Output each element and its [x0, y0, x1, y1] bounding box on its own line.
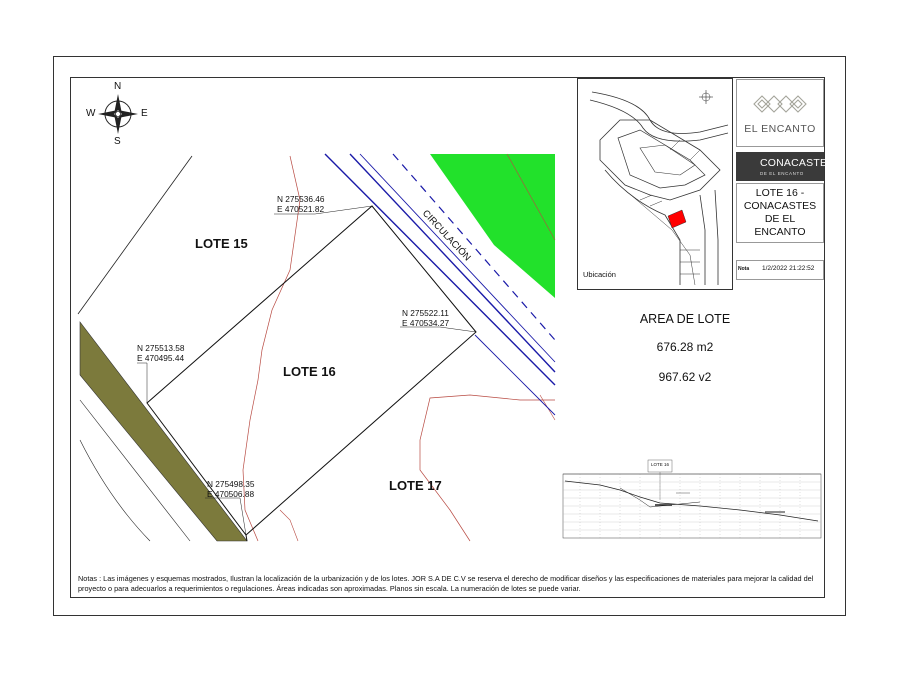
- date-text: 1/2/2022 21:22:52: [762, 265, 815, 272]
- lot-title-line: CONACASTES: [743, 200, 817, 212]
- lot-title-line: DE EL: [764, 213, 796, 225]
- area-title: AREA DE LOTE: [639, 312, 731, 326]
- lot-title: [736, 187, 824, 239]
- compass-rose: [98, 94, 138, 134]
- coordinate-label-4: [207, 479, 255, 499]
- coordinate-east: E 470521.82: [277, 204, 325, 214]
- profile-title: LOTE 16: [651, 462, 670, 467]
- lower-left-curve-2: [80, 440, 150, 541]
- logo-box: [736, 79, 824, 147]
- lot-title-line: ENCANTO: [754, 226, 806, 238]
- coordinate-east: E 470506.88: [207, 489, 255, 499]
- contour-line-4: [280, 510, 298, 541]
- location-label: Ubicación: [583, 270, 616, 279]
- street-line-4: [475, 335, 555, 415]
- coordinate-north: N 275522.11: [402, 308, 449, 318]
- compass-e-label: E: [141, 108, 148, 119]
- left-boundary-line: [78, 156, 192, 314]
- street-label: CIRCULACIÓN: [419, 208, 473, 264]
- coordinate-north: N 275513.58: [137, 343, 185, 353]
- coordinate-label-3: [137, 343, 185, 363]
- compass-n-label: N: [114, 81, 122, 92]
- lote-16-label: LOTE 16: [283, 364, 336, 379]
- area-v2: 967.62 v2: [658, 370, 712, 384]
- project-name: EL ENCANTO: [744, 123, 816, 135]
- green-area: [430, 154, 555, 298]
- coordinate-east: E 470495.44: [137, 353, 185, 363]
- brand-name: CONACASTES: [760, 157, 835, 169]
- leader-3: [137, 363, 147, 403]
- notes-text: Notas : Las imágenes y esquemas mostrados, Ilustran la localización de la urbanización y de los lotes. JOR S.A DE C.V se reserva el derecho de modificar diseños y las especificaciones de materiales para mejorar la calidad del proyecto o para adecuarlos a requerimientos o regulaciones. Áreas indicadas son aproximadas. Planos sin escala. La numeración de lotes se puede variar.: [78, 574, 814, 593]
- coordinate-label-2: [402, 308, 449, 328]
- lote-17-label: LOTE 17: [389, 478, 442, 493]
- coordinate-label-1: [277, 194, 325, 214]
- coordinate-north: N 275498.35: [207, 479, 255, 489]
- coordinate-north: N 275536.46: [277, 194, 325, 204]
- lote-15-label: LOTE 15: [195, 236, 248, 251]
- profile-chart: [563, 460, 821, 538]
- coordinate-east: E 470534.27: [402, 318, 450, 328]
- compass-s-label: S: [114, 136, 121, 147]
- lot-title-line: LOTE 16 -: [755, 187, 805, 199]
- location-box: [577, 78, 733, 290]
- area-m2: 676.28 m2: [656, 340, 714, 354]
- date-label: Nota: [738, 266, 750, 272]
- brand-subtitle: DE EL ENCANTO: [760, 171, 804, 176]
- contour-line-2: [420, 395, 555, 541]
- compass-w-label: W: [86, 108, 96, 119]
